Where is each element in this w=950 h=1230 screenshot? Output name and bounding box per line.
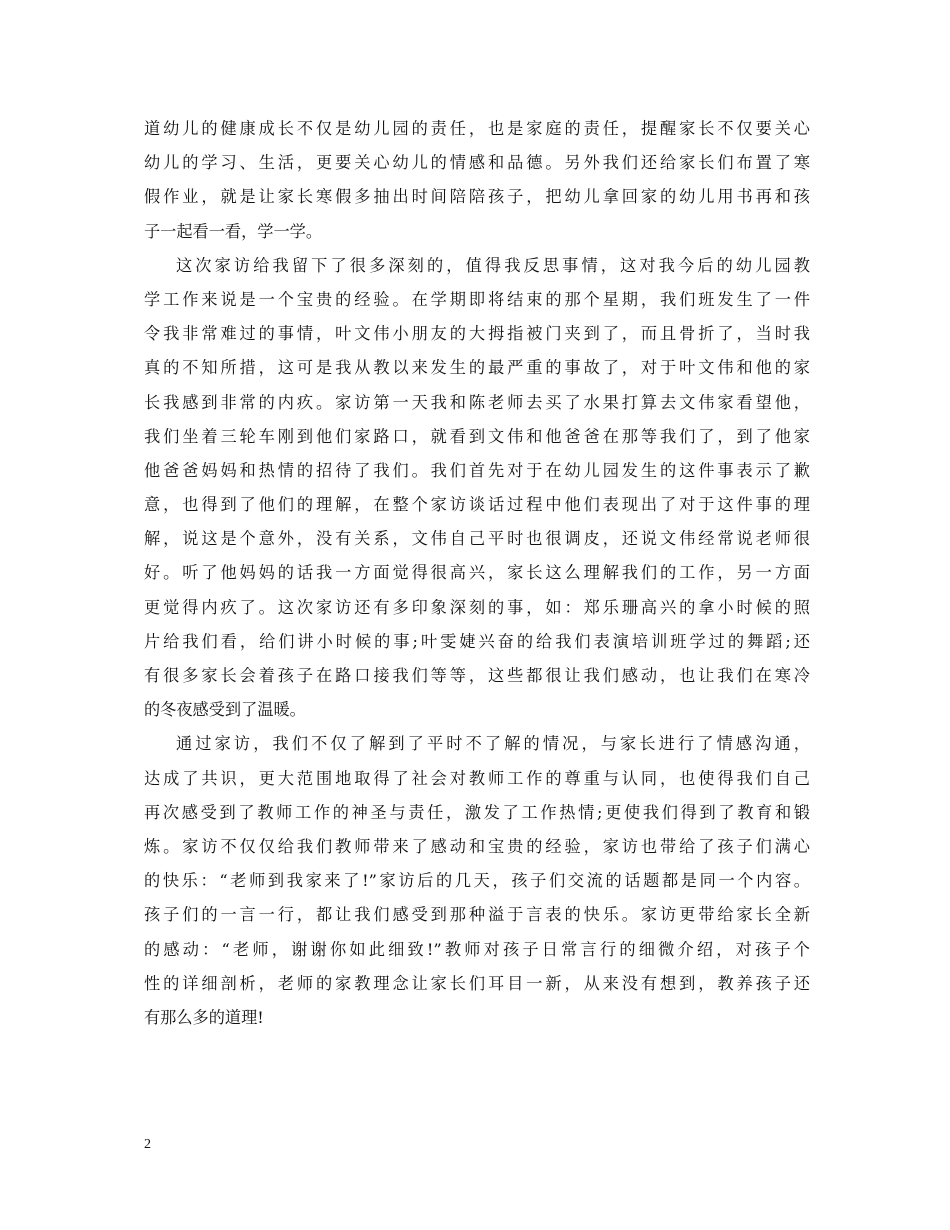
text-line: 性的详细剖析，老师的家教理念让家长们耳目一新，从来没有想到，教养孩子还 <box>144 973 810 993</box>
text-line: 道幼儿的健康成长不仅是幼儿园的责任，也是家庭的责任，提醒家长不仅要关心 <box>144 119 810 138</box>
text-line: 更觉得内疚了。这次家访还有多印象深刻的事，如：郑乐珊高兴的拿小时候的照 <box>144 597 810 617</box>
text-line: 令我非常难过的事情，叶文伟小朋友的大拇指被门夹到了，而且骨折了，当时我 <box>144 324 810 344</box>
text-line: 解，说这是个意外，没有关系，文伟自己平时也很调皮，还说文伟经常说老师很 <box>144 529 810 549</box>
text-line: 学工作来说是一个宝贵的经验。在学期即将结束的那个星期，我们班发生了一件 <box>144 289 810 309</box>
text-line: 这次家访给我留下了很多深刻的，值得我反思事情，这对我今后的幼儿园教 <box>176 255 810 275</box>
text-line: 子一起看一看，学一学。 <box>144 221 323 241</box>
text-line: 的感动：“老师，谢谢你如此细致!”教师对孩子日常言行的细微介绍，对孩子个 <box>144 939 810 959</box>
text-line: 的快乐：“老师到我家来了!”家访后的几天，孩子们交流的话题都是同一个内容。 <box>144 871 810 891</box>
text-line: 他爸爸妈妈和热情的招待了我们。我们首先对于在幼儿园发生的这件事表示了歉 <box>144 460 810 480</box>
text-line: 再次感受到了教师工作的神圣与责任，激发了工作热情;更使我们得到了教育和锻 <box>144 802 810 822</box>
text-line: 有那么多的道理! <box>144 1007 264 1027</box>
page-number: 2 <box>144 1137 151 1152</box>
text-line: 幼儿的学习、生活，更要关心幼儿的情感和品德。另外我们还给家长们布置了寒 <box>144 153 810 173</box>
body-text <box>144 112 810 1035</box>
text-line: 通过家访，我们不仅了解到了平时不了解的情况，与家长进行了情感沟通， <box>176 734 810 754</box>
text-line: 片给我们看，给们讲小时候的事;叶雯婕兴奋的给我们表演培训班学过的舞蹈;还 <box>144 631 810 651</box>
text-line: 我们坐着三轮车刚到他们家路口，就看到文伟和他爸爸在那等我们了，到了他家 <box>144 426 810 446</box>
text-line: 真的不知所措，这可是我从教以来发生的最严重的事故了，对于叶文伟和他的家 <box>144 358 810 378</box>
text-line: 好。听了他妈妈的话我一方面觉得很高兴，家长这么理解我们的工作，另一方面 <box>144 563 810 583</box>
text-line: 有很多家长会着孩子在路口接我们等等，这些都很让我们感动，也让我们在寒冷 <box>144 666 810 685</box>
text-line: 长我感到非常的内疚。家访第一天我和陈老师去买了水果打算去文伟家看望他， <box>144 392 810 412</box>
text-line: 孩子们的一言一行，都让我们感受到那种溢于言表的快乐。家访更带给家长全新 <box>144 905 810 925</box>
text-line: 炼。家访不仅仅给我们教师带来了感动和宝贵的经验，家访也带给了孩子们满心 <box>144 836 810 856</box>
text-line: 假作业，就是让家长寒假多抽出时间陪陪孩子，把幼儿拿回家的幼儿用书再和孩 <box>144 187 810 207</box>
text-line: 达成了共识，更大范围地取得了社会对教师工作的尊重与认同，也使得我们自己 <box>144 768 810 788</box>
text-line: 的冬夜感受到了温暖。 <box>144 700 306 720</box>
text-line: 意，也得到了他们的理解，在整个家访谈话过程中他们表现出了对于这件事的理 <box>144 495 810 515</box>
